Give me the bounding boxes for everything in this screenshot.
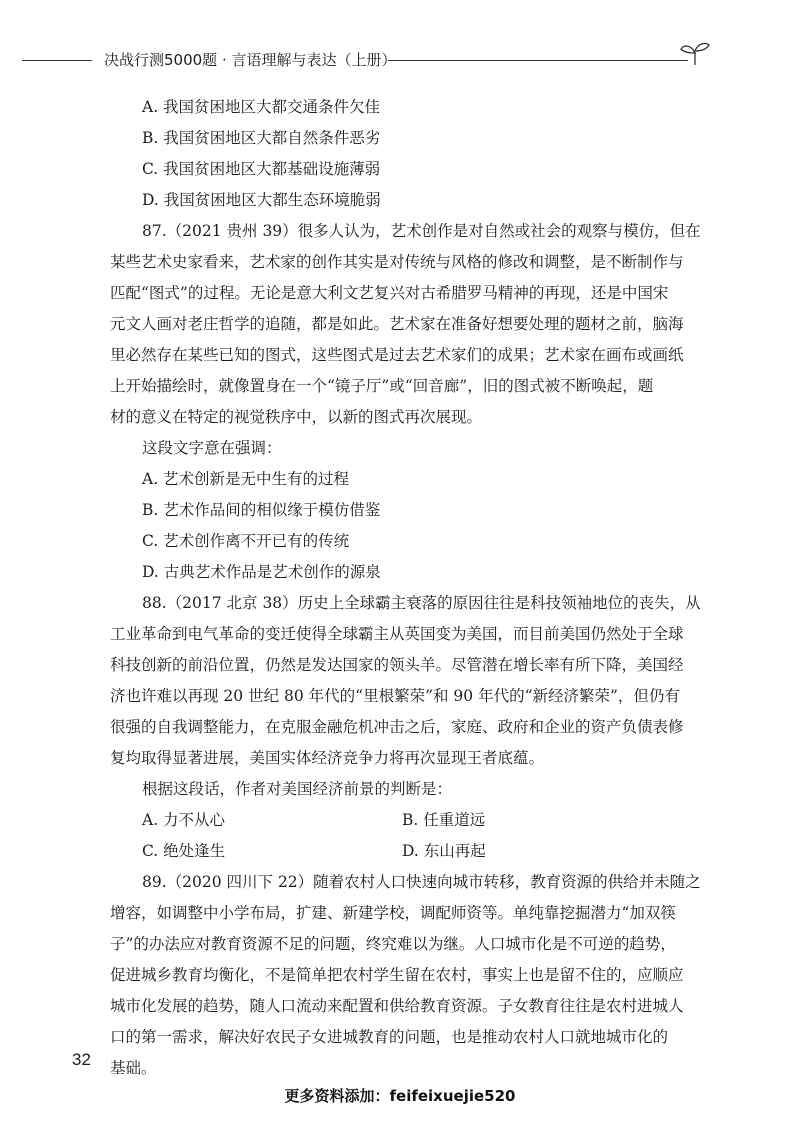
q89-passage-line: 促进城乡教育均衡化，不是简单把农村学生留在农村，事实上也是留不住的，应顺应: [110, 966, 684, 984]
q87-passage-line: 上开始描绘时，就像置身在一个“镜子厅”或“回音廊”，旧的图式被不断唤起，题: [110, 377, 654, 395]
q87-passage-line: 里必然存在某些已知的图式，这些图式是过去艺术家们的成果；艺术家在画布或画纸: [110, 346, 684, 364]
q89-passage-line: 增容，如调整中小学布局，扩建、新建学校，调配师资等。单纯靠挖掘潜力“加双筷: [110, 904, 676, 922]
header-rule-right: [388, 60, 688, 61]
q88-passage-line: 科技创新的前沿位置，仍然是发达国家的领头羊。尽管潜在增长率有所下降，美国经: [110, 656, 684, 674]
q87-passage-line: 匹配“图式”的过程。无论是意大利文艺复兴对古希腊罗马精神的再现，还是中国宋: [110, 284, 669, 302]
q89-passage-line: 子”的办法应对教育资源不足的问题，终究难以为继。人口城市化是不可逆的趋势，: [110, 935, 676, 953]
q88-option-b: B. 任重道远: [402, 811, 486, 829]
q88-passage-line: 济也许难以再现 20 世纪 80 年代的“里根繁荣”和 90 年代的“新经济繁荣”，但仍有: [110, 687, 680, 705]
q88-passage-line: 很强的自我调整能力，在克服金融危机冲击之后，家庭、政府和企业的资产负债表修: [110, 718, 684, 736]
q87-stem: 这段文字意在强调：: [142, 439, 282, 457]
q88-option-d: D. 东山再起: [402, 842, 486, 860]
q87-option-a: A. 艺术创新是无中生有的过程: [142, 470, 350, 488]
q87-option-b: B. 艺术作品间的相似缘于模仿借鉴: [142, 501, 381, 519]
q88-passage-line: 工业革命到电气革命的变迁使得全球霸主从英国变为美国，而目前美国仍然处于全球: [110, 625, 684, 643]
q88-options-row-2: [110, 836, 702, 867]
page-content: [110, 92, 702, 1084]
sprout-icon: [678, 40, 712, 66]
q88-stem: 根据这段话，作者对美国经济前景的判断是：: [142, 780, 453, 798]
q89-passage-line: 城市化发展的趋势，随人口流动来配置和供给教育资源。子女教育往往是农村进城人: [110, 997, 684, 1015]
header-rule-left: [22, 60, 92, 61]
q89-passage-line: 89.（2020 四川下 22）随着农村人口快速向城市转移，教育资源的供给并未随之: [142, 873, 701, 891]
q87-option-c: C. 艺术创作离不开已有的传统: [142, 532, 350, 550]
q86-option-b: B. 我国贫困地区大都自然条件恶劣: [142, 129, 381, 147]
q87-passage-line: 元文人画对老庄哲学的追随，都是如此。艺术家在准备好想要处理的题材之前，脑海: [110, 315, 684, 333]
header-title: 决战行测5000题 · 言语理解与表达（上册）: [104, 51, 397, 69]
q88-passage-line: 88.（2017 北京 38）历史上全球霸主衰落的原因往往是科技领袖地位的丧失，从: [142, 594, 701, 612]
q86-option-d: D. 我国贫困地区大都生态环境脆弱: [142, 191, 381, 209]
q86-option-a: A. 我国贫困地区大都交通条件欠佳: [142, 98, 381, 116]
q89-passage-line: 口的第一需求，解决好农民子女进城教育的问题，也是推动农村人口就地城市化的: [110, 1028, 669, 1046]
q88-passage-line: 复均取得显著进展，美国实体经济竞争力将再次显现王者底蕴。: [110, 749, 545, 767]
q87-option-d: D. 古典艺术作品是艺术创作的源泉: [142, 563, 381, 581]
q88-option-a: A. 力不从心: [142, 811, 226, 829]
q87-passage-line: 材的意义在特定的视觉秩序中，以新的图式再次展现。: [110, 408, 483, 426]
q87-passage-line: 87.（2021 贵州 39）很多人认为，艺术创作是对自然或社会的观察与模仿，但在: [142, 222, 701, 240]
q88-option-c: C. 绝处逢生: [142, 842, 226, 860]
q89-passage-line: 基础。: [110, 1059, 157, 1077]
running-header: [0, 46, 800, 76]
q88-options-row-1: [110, 805, 702, 836]
footer-note: 更多资料添加：feifeixuejie520: [284, 1087, 516, 1105]
q87-passage-line: 某些艺术史家看来，艺术家的创作其实是对传统与风格的修改和调整，是不断制作与: [110, 253, 684, 271]
page-number: 32: [72, 1050, 91, 1069]
q86-option-c: C. 我国贫困地区大都基础设施薄弱: [142, 160, 381, 178]
